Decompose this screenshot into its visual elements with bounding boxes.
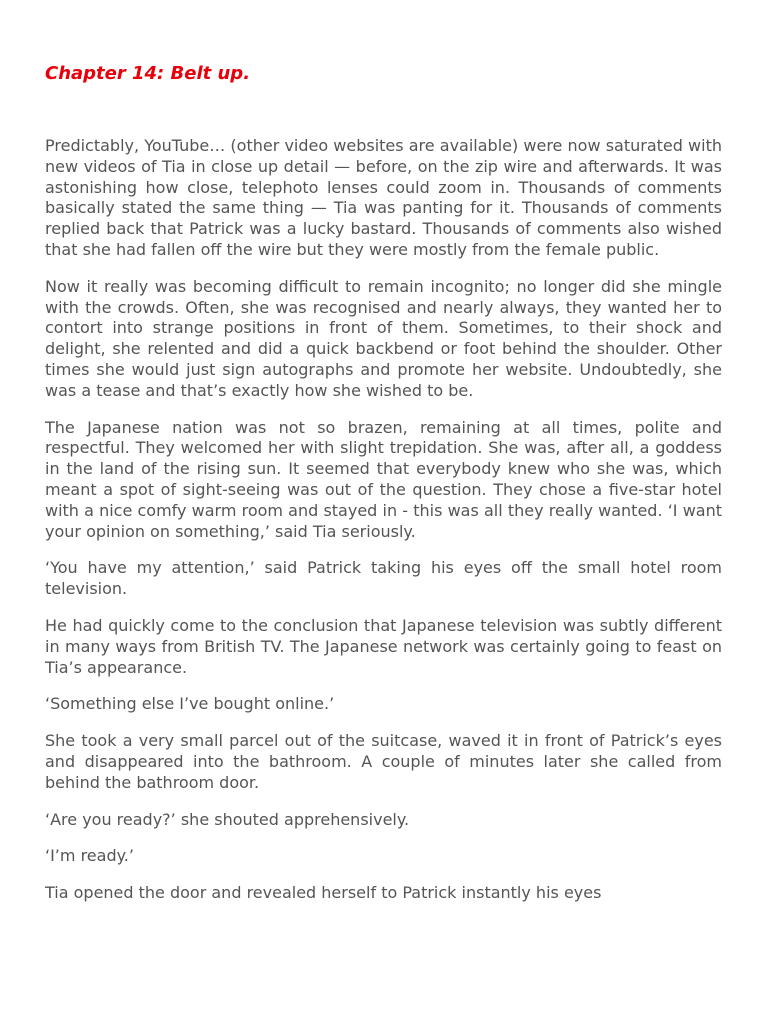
paragraph: ‘Are you ready?’ she shouted apprehensively. — [45, 809, 410, 829]
paragraph: The Japanese nation was not so brazen, remaining at all times, polite and respectful. They welcomed her with slight trepidation. She was, after all, a goddess in the land of the rising sun. It seemed that everybody knew who she was, which meant a spot of sight-seeing was out of the question. They chose a five-star hotel with a nice comfy warm room and stayed in - this was all they really wanted. ‘I want your opinion on something,’ said Tia seriously. — [45, 417, 722, 541]
paragraph: Predictably, YouTube… (other video websites are available) were now saturated with new videos of Tia in close up detail — before, on the zip wire and afterwards. It was astonishing how close, telephoto lenses could zoom in. Thousands of comments basically stated the same thing — Tia was panting for it. Thousands of comments replied back that Patrick was a lucky bastard. Thousands of comments also wished that she had fallen off the wire but they were mostly from the female public. — [45, 136, 722, 259]
paragraph: Tia opened the door and revealed herself to Patrick instantly his eyes — [45, 883, 602, 903]
chapter-body — [45, 136, 722, 904]
paragraph: Now it really was becoming difficult to remain incognito; no longer did she mingle with the crowds. Often, she was recognised and nearly always, they wanted her to contort into strange positions in front of them. Sometimes, to their shock and delight, she relented and did a quick backbend or foot behind the shoulder. Other times she would just sign autographs and promote her website. Undoubtedly, she was a tease and that’s exactly how she wished to be. — [45, 276, 722, 400]
chapter-title: Chapter 14: Belt up. — [45, 63, 251, 84]
paragraph: ‘You have my attention,’ said Patrick taking his eyes off the small hotel room television. — [45, 558, 722, 599]
paragraph: He had quickly come to the conclusion that Japanese television was subtly different in many ways from British TV. The Japanese network was certainly going to feast on Tia’s appearance. — [45, 615, 722, 677]
paragraph: ‘Something else I’ve bought online.’ — [45, 694, 335, 714]
paragraph: ‘I’m ready.’ — [45, 846, 134, 866]
paragraph: She took a very small parcel out of the suitcase, waved it in front of Patrick’s eyes and disappeared into the bathroom. A couple of minutes later she called from behind the bathroom door. — [45, 731, 722, 792]
